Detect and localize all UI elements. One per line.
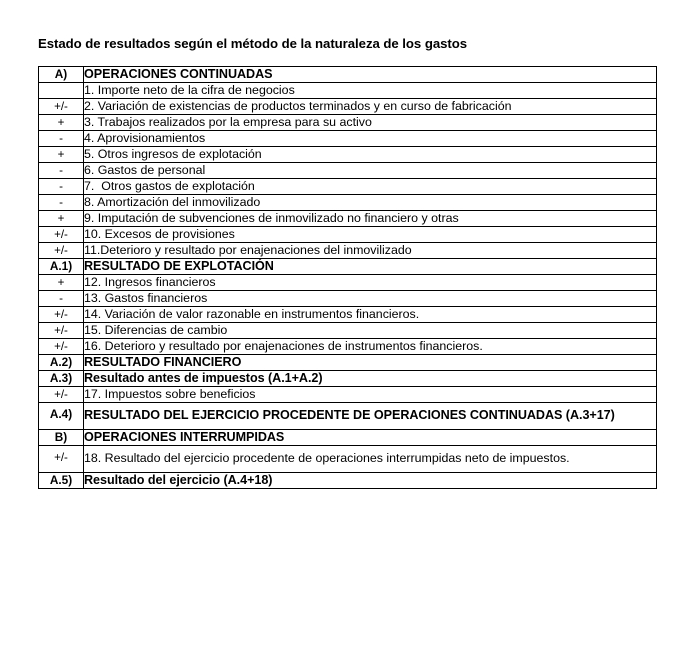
row-description-cell: 4. Aprovisionamientos [84, 131, 657, 147]
row-description-cell: 3. Trabajos realizados por la empresa para su activo [84, 115, 657, 131]
table-row [39, 339, 657, 355]
table-row [39, 259, 657, 275]
row-sign-cell: +/- [39, 387, 84, 403]
table-row [39, 387, 657, 403]
row-sign-cell: +/- [39, 307, 84, 323]
row-sign-cell: B) [39, 430, 84, 446]
row-sign-cell: A.1) [39, 259, 84, 275]
table-row [39, 307, 657, 323]
row-sign-cell: - [39, 179, 84, 195]
row-description-cell: 7. Otros gastos de explotación [84, 179, 657, 195]
table-row [39, 243, 657, 259]
row-description-cell: OPERACIONES CONTINUADAS [84, 67, 657, 83]
table-row [39, 163, 657, 179]
row-description-cell: RESULTADO DE EXPLOTACIÓN [84, 259, 657, 275]
row-sign-cell: +/- [39, 446, 84, 473]
row-description-cell: 11.Deterioro y resultado por enajenaciones del inmovilizado [84, 243, 657, 259]
table-row [39, 430, 657, 446]
row-description-cell: 17. Impuestos sobre beneficios [84, 387, 657, 403]
table-row [39, 83, 657, 99]
table-row [39, 446, 657, 473]
income-statement-table-wrapper [38, 66, 656, 489]
row-sign-cell: + [39, 211, 84, 227]
table-row [39, 355, 657, 371]
row-sign-cell [39, 83, 84, 99]
row-description-cell: 9. Imputación de subvenciones de inmovilizado no financiero y otras [84, 211, 657, 227]
row-description-cell: OPERACIONES INTERRUMPIDAS [84, 430, 657, 446]
row-description-cell: 10. Excesos de provisiones [84, 227, 657, 243]
row-description-cell: RESULTADO FINANCIERO [84, 355, 657, 371]
income-statement-table-body [39, 67, 657, 489]
row-sign-cell: - [39, 163, 84, 179]
row-sign-cell: A.5) [39, 473, 84, 489]
table-row [39, 115, 657, 131]
table-row [39, 227, 657, 243]
row-sign-cell: - [39, 195, 84, 211]
row-sign-cell: +/- [39, 339, 84, 355]
row-sign-cell: + [39, 147, 84, 163]
table-row [39, 275, 657, 291]
table-row [39, 211, 657, 227]
table-row [39, 67, 657, 83]
row-sign-cell: - [39, 291, 84, 307]
row-sign-cell: A.3) [39, 371, 84, 387]
row-description-cell: 8. Amortización del inmovilizado [84, 195, 657, 211]
row-description-cell: 18. Resultado del ejercicio procedente de operaciones interrumpidas neto de impuestos. [84, 446, 657, 473]
table-row [39, 195, 657, 211]
row-description-cell: 2. Variación de existencias de productos terminados y en curso de fabricación [84, 99, 657, 115]
row-description-cell: 16. Deterioro y resultado por enajenaciones de instrumentos financieros. [84, 339, 657, 355]
table-row [39, 99, 657, 115]
table-row [39, 147, 657, 163]
row-sign-cell: +/- [39, 323, 84, 339]
row-description-cell: Resultado antes de impuestos (A.1+A.2) [84, 371, 657, 387]
row-description-cell: 14. Variación de valor razonable en instrumentos financieros. [84, 307, 657, 323]
row-sign-cell: +/- [39, 227, 84, 243]
row-description-cell: 12. Ingresos financieros [84, 275, 657, 291]
row-description-cell: 5. Otros ingresos de explotación [84, 147, 657, 163]
row-sign-cell: + [39, 275, 84, 291]
table-row [39, 473, 657, 489]
row-description-cell: 15. Diferencias de cambio [84, 323, 657, 339]
row-sign-cell: +/- [39, 243, 84, 259]
table-row [39, 131, 657, 147]
row-description-cell: 6. Gastos de personal [84, 163, 657, 179]
row-description-cell: 13. Gastos financieros [84, 291, 657, 307]
table-row [39, 371, 657, 387]
page-title: Estado de resultados según el método de la naturaleza de los gastos [38, 36, 468, 51]
table-row [39, 179, 657, 195]
table-row [39, 291, 657, 307]
table-row [39, 403, 657, 430]
row-sign-cell: A.2) [39, 355, 84, 371]
row-description-cell: Resultado del ejercicio (A.4+18) [84, 473, 657, 489]
row-description-cell: RESULTADO DEL EJERCICIO PROCEDENTE DE OPERACIONES CONTINUADAS (A.3+17) [84, 403, 657, 430]
row-sign-cell: - [39, 131, 84, 147]
row-sign-cell: +/- [39, 99, 84, 115]
table-row [39, 323, 657, 339]
income-statement-table [38, 66, 657, 489]
row-sign-cell: + [39, 115, 84, 131]
row-sign-cell: A.4) [39, 403, 84, 430]
row-sign-cell: A) [39, 67, 84, 83]
row-description-cell: 1. Importe neto de la cifra de negocios [84, 83, 657, 99]
